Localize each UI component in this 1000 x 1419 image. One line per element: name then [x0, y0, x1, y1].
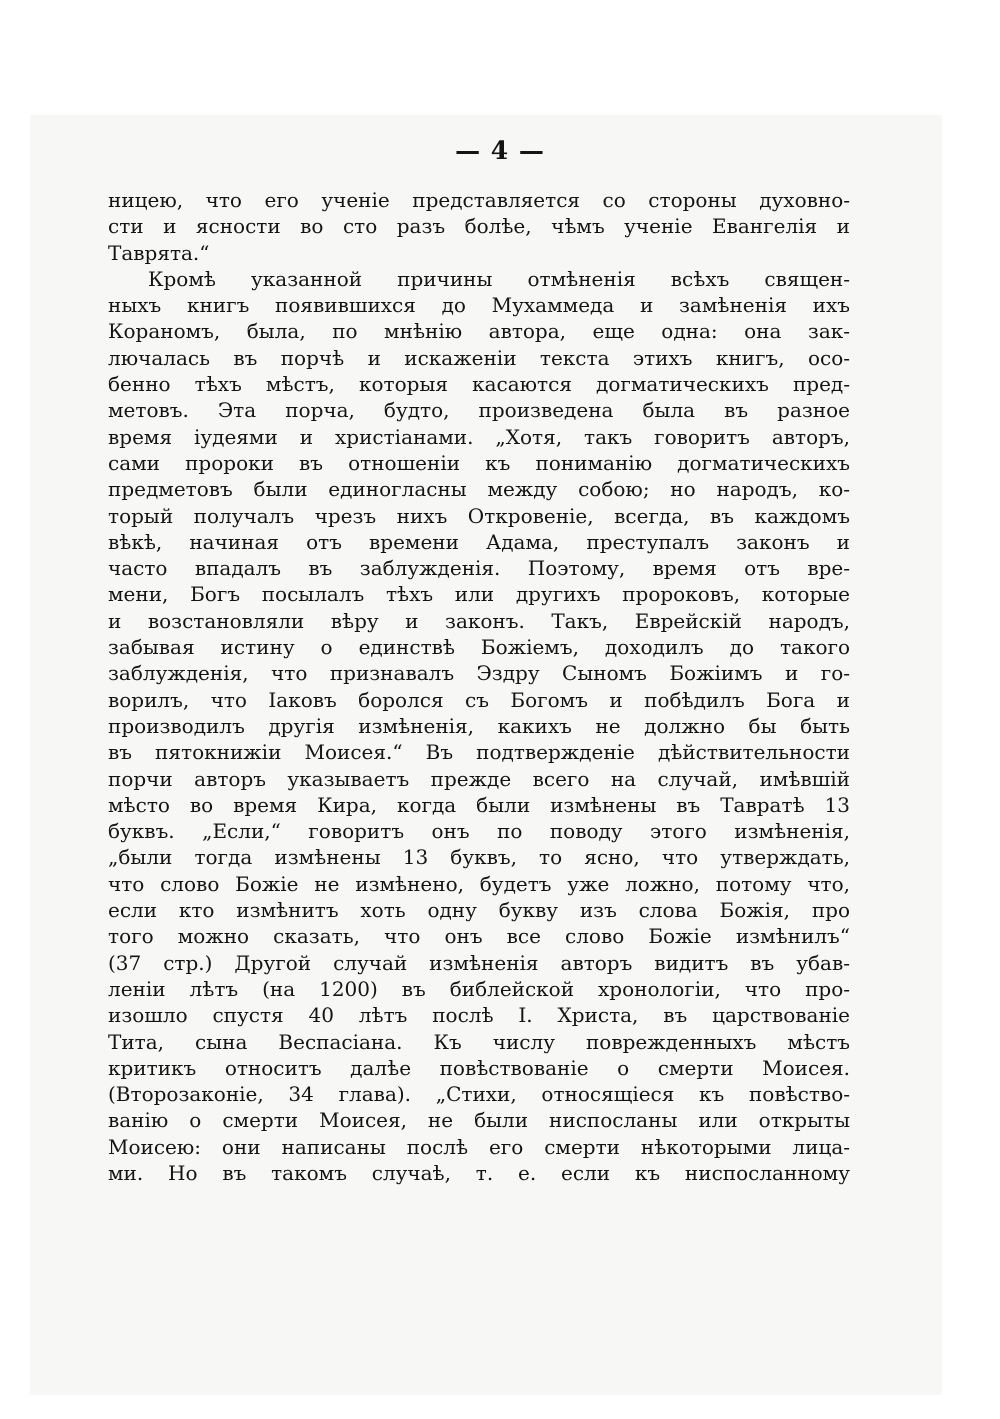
- text-line: торый получалъ чрезъ нихъ Откровеніе, всегда, въ каждомъ: [108, 503, 850, 528]
- text-line: леніи лѣтъ (на 1200) въ библейской хронологіи, что про-: [108, 976, 850, 1001]
- text-line: забывая истину о единствѣ Божіемъ, доходилъ до такого: [108, 635, 850, 660]
- text-line: Тита, сына Веспасіана. Къ числу поврежденныхъ мѣстъ: [108, 1029, 850, 1054]
- page-number: — 4 —: [455, 136, 545, 165]
- text-line: что слово Божіе не измѣнено, будетъ уже ложно, потому что,: [108, 871, 850, 896]
- text-line: метовъ. Эта порча, будто, произведена была въ разное: [108, 398, 850, 423]
- text-line: если кто измѣнитъ хоть одну букву изъ слова Божія, про: [108, 898, 850, 923]
- text-line: часто впадалъ въ заблужденія. Поэтому, время отъ вре-: [108, 556, 850, 581]
- text-line: сами пророки въ отношеніи къ пониманію догматическихъ: [108, 450, 850, 475]
- text-line: (Второзаконіе, 34 глава). „Стихи, относящіеся къ повѣство-: [108, 1082, 850, 1107]
- text-line: въ пятокнижіи Моисея.“ Въ подтвержденіе дѣйствительности: [108, 740, 850, 765]
- text-line: изошло спустя 40 лѣтъ послѣ І. Христа, въ царствованіе: [108, 1003, 850, 1028]
- text-line: заблужденія, что признавалъ Эздру Сыномъ Божіимъ и го-: [108, 661, 850, 686]
- text-line: производилъ другія измѣненія, какихъ не должно бы быть: [108, 713, 850, 738]
- text-line: и возстановляли вѣру и законъ. Такъ, Еврейскій народъ,: [108, 608, 850, 633]
- text-line: ницею, что его ученіе представляется со стороны духовно-: [108, 188, 850, 212]
- text-line: предметовъ были единогласны между собою; но народъ, ко-: [108, 477, 850, 502]
- text-line: Кромѣ указанной причины отмѣненія всѣхъ священ-: [148, 266, 850, 291]
- text-line: того можно сказать, что онъ все слово Божіе измѣнилъ“: [108, 924, 850, 949]
- text-line: Кораномъ, была, по мнѣнію автора, еще одна: она зак-: [108, 319, 850, 344]
- text-line: ныхъ книгъ появившихся до Мухаммеда и замѣненія ихъ: [108, 293, 850, 318]
- text-line: мени, Богъ посылалъ тѣхъ или другихъ пророковъ, которые: [108, 582, 850, 607]
- text-line: бенно тѣхъ мѣстъ, которыя касаются догматическихъ пред-: [108, 372, 850, 397]
- text-line: сти и ясности во сто разъ болѣе, чѣмъ ученіе Евангелія и: [108, 214, 850, 239]
- text-line: вѣкѣ, начиная отъ времени Адама, преступалъ законъ и: [108, 529, 850, 554]
- text-line: „были тогда измѣнены 13 буквъ, то ясно, что утверждать,: [108, 845, 850, 870]
- text-line: критикъ относитъ далѣе повѣствованіе о смерти Моисея.: [108, 1055, 850, 1080]
- text-line: (37 стр.) Другой случай измѣненія авторъ видитъ въ убав-: [108, 950, 850, 975]
- text-line: буквъ. „Если,“ говоритъ онъ по поводу этого измѣненія,: [108, 819, 850, 844]
- text-line: ми. Но въ такомъ случаѣ, т. е. если къ ниспосланному: [108, 1160, 850, 1185]
- text-line: время іудеями и христіанами. „Хотя, такъ говоритъ авторъ,: [108, 424, 850, 449]
- text-line: Моисею: они написаны послѣ его смерти нѣкоторыми лица-: [108, 1134, 850, 1159]
- text-line: порчи авторъ указываетъ прежде всего на случай, имѣвшій: [108, 766, 850, 791]
- text-line: ворилъ, что Іаковъ боролся съ Богомъ и побѣдилъ Бога и: [108, 687, 850, 712]
- text-line: ванію о смерти Моисея, не были ниспосланы или открыты: [108, 1108, 850, 1133]
- text-line: лючалась въ порчѣ и искаженіи текста этихъ книгъ, осо-: [108, 345, 850, 370]
- text-line: мѣсто во время Кира, когда были измѣнены въ Тавратѣ 13: [108, 792, 850, 817]
- body-text: [108, 187, 850, 1186]
- text-line: Таврята.“: [108, 240, 210, 265]
